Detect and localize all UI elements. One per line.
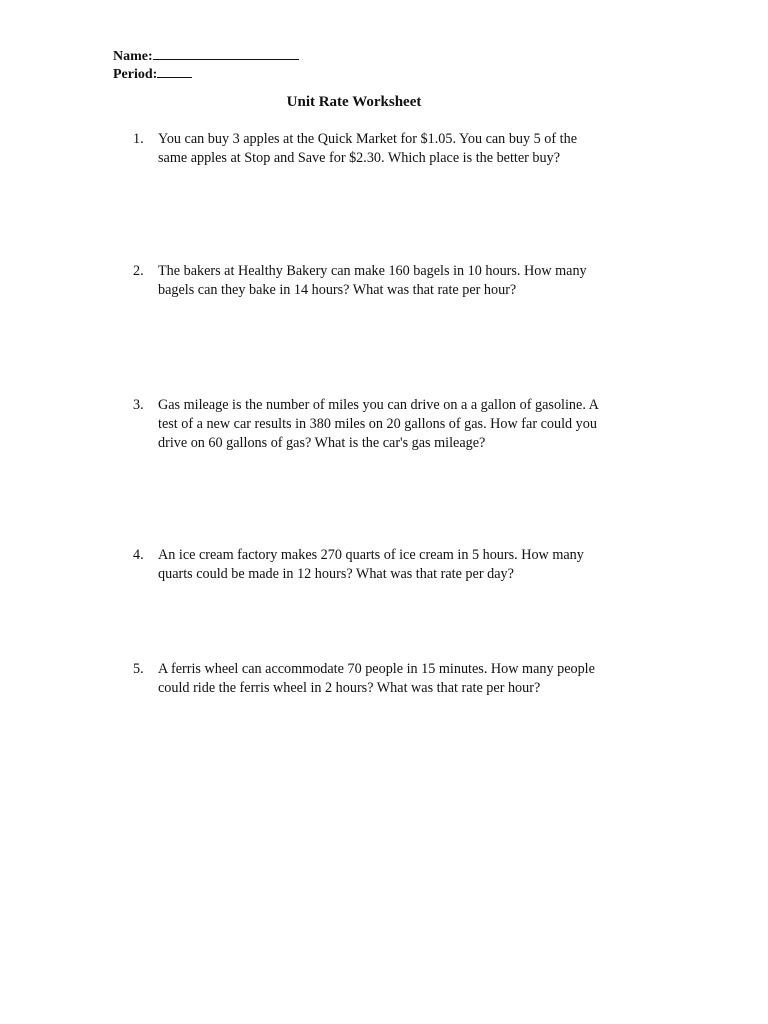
question-number: 1. [133, 131, 144, 147]
question-text: You can buy 3 apples at the Quick Market for $1.05. You can buy 5 of the same apples at Stop and Save for $2.30. Which place is the better buy? [158, 131, 577, 166]
question-text: The bakers at Healthy Bakery can make 160 bagels in 10 hours. How many bagels can they bake in 14 hours? What was that rate per hour? [158, 263, 587, 298]
question-text: Gas mileage is the number of miles you can drive on a a gallon of gasoline. A test of a new car results in 380 miles on 20 gallons of gas. How far could you drive on 60 gallons of gas? What is the car's gas mileage? [158, 397, 599, 451]
period-line [113, 65, 192, 84]
question-item [133, 130, 603, 168]
question-number: 4. [133, 547, 144, 563]
question-number: 2. [133, 263, 144, 279]
period-blank [157, 65, 192, 78]
name-label: Name: [113, 49, 153, 64]
name-blank [153, 47, 299, 60]
question-text: An ice cream factory makes 270 quarts of ice cream in 5 hours. How many quarts could be made in 12 hours? What was that rate per day? [158, 547, 584, 582]
question-item [133, 660, 603, 698]
question-text: A ferris wheel can accommodate 70 people in 15 minutes. How many people could ride the ferris wheel in 2 hours? What was that rate per hour? [158, 661, 595, 696]
question-item [133, 262, 603, 300]
question-number: 3. [133, 397, 144, 413]
worksheet-title: Unit Rate Worksheet [286, 94, 422, 110]
question-item [133, 546, 603, 584]
period-label: Period: [113, 67, 158, 82]
question-number: 5. [133, 661, 144, 677]
name-line [113, 47, 299, 66]
question-item [133, 396, 603, 453]
